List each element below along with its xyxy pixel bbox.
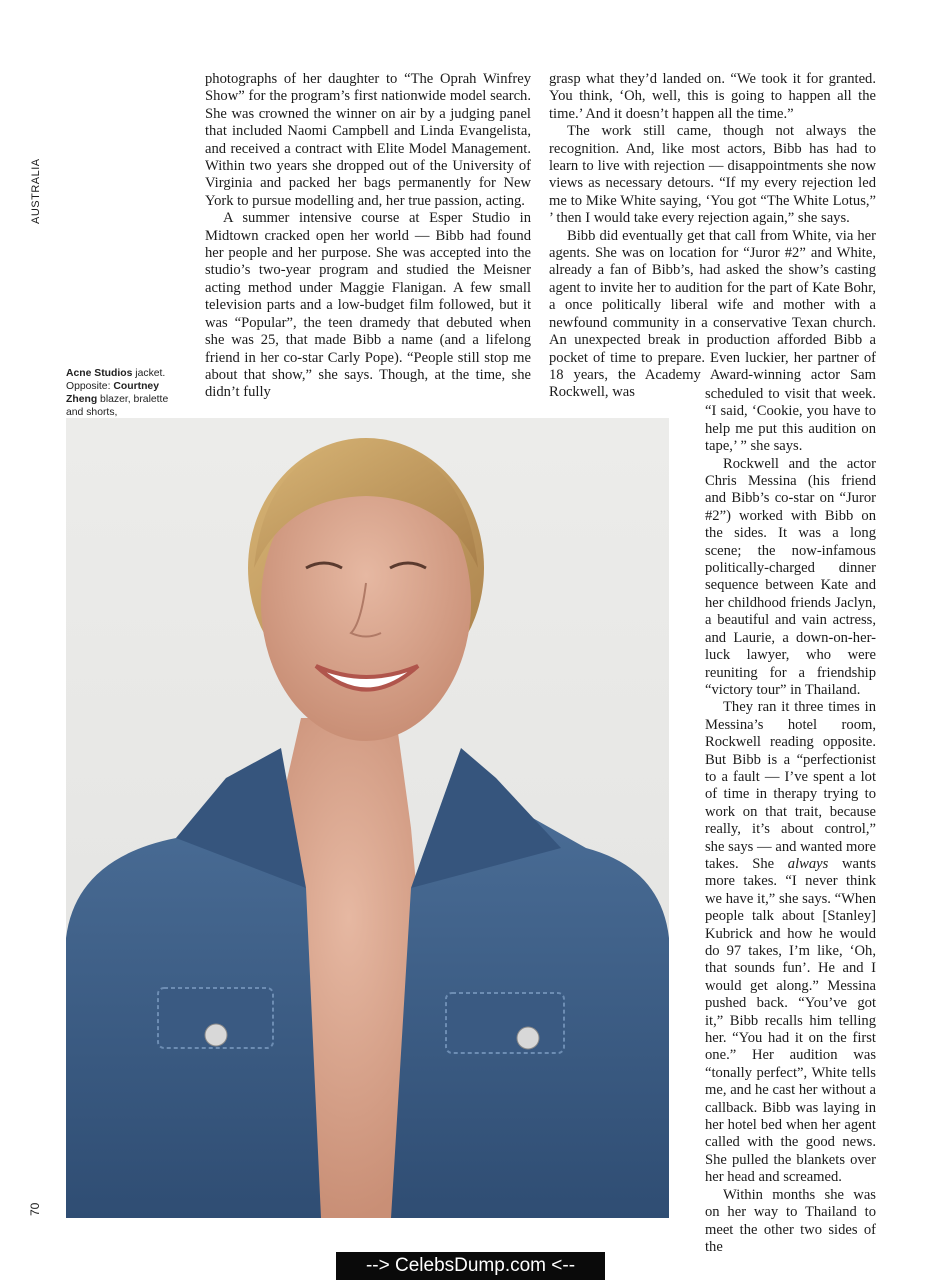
jacket-button-left: [205, 1024, 227, 1046]
paragraph: Within months she was on her way to Thailand to meet the other two sides of the: [705, 1186, 876, 1255]
paragraph: Rockwell and the actor Chris Messina (his friend and Bibb’s co-star on “Juror #2”) worked with Bibb on the sides. It was a long scene; the now-infamous politically-charged dinner sequence between Kate and her childhood friends Jaclyn, a beautiful and vain actress, and Laurie, a down-on-her-luck lawyer, who were reuniting for a friendship “victory tour” in Thailand.: [705, 455, 876, 698]
caption-brand: Courtney Zheng: [66, 381, 159, 405]
paragraph: scheduled to visit that week. “I said, ‘Cookie, you have to help me put this audition on tape,’ ” she says.: [705, 386, 876, 455]
paragraph: [705, 699, 876, 1186]
watermark-text: --> CelebsDump.com <--: [365, 1255, 576, 1276]
paragraph: The work still came, though not always the recognition. And, like most actors, Bibb has had to learn to live with rejection — disappointments she now views as necessary detours. “If my every rejection led me to Mike White saying, ‘You got “The White Lotus,” ’ then I would take every rejection again,” she says.: [549, 123, 876, 227]
jacket-button-right: [517, 1027, 539, 1049]
paragraph-text: They ran it three times in Messina’s hotel room, Rockwell reading opposite. But Bibb is a “perfectionist to a fault — I’ve spent a lot of time in therapy trying to work on that trait, because really, it’s about control,” she says — and wanted more takes. She: [705, 699, 876, 872]
section-label-text: AUSTRALIA: [30, 158, 42, 224]
paragraph-text: wants more takes. “I never think we have it,” she says. “When people talk about [Stanley] Kubrick and how he would do 97 takes, I’m like, ‘Oh, that sounds fun’. He and I would get along.” Messina pushed back. “You’ve got it,” Bibb recalls him telling her. “You had it on the first one.” Her audition was “tonally perfect”, White tells me, and he cast her without a callback. Bibb was laying in her hotel bed when her agent called with the good news. She pulled the blankets over her head and screamed.: [705, 855, 876, 1186]
caption-text: blazer, bralette and shorts,: [66, 394, 169, 418]
paragraph: grasp what they’d landed on. “We took it for granted. You think, ‘Oh, well, this is going to happen all the time.’ And it doesn’t happen all the time.”: [549, 71, 876, 122]
portrait-illustration: [66, 418, 669, 1218]
article-column-right: [549, 71, 876, 402]
page-number: [26, 1198, 42, 1222]
article-column-narrow: [705, 386, 876, 1256]
emphasis-text: always: [787, 855, 829, 872]
paragraph: A summer intensive course at Esper Studio in Midtown cracked open her world — Bibb had found her people and her purpose. She was accepted into the studio’s two-year program and studied the Meisner acting method under Maggie Flanigan. A few small television parts and a low-budget film followed, but it was “Popular”, the teen dramedy that debuted when she was 25, that made Bibb a name (and a lifelong friend in her co-star Carly Pope). “People still stop me about that show,” she says. Though, at the time, she didn’t fully: [205, 210, 531, 401]
page-number-text: 70: [28, 1202, 42, 1216]
caption-brand: Acne Studios: [66, 368, 133, 379]
portrait-photo: [66, 418, 669, 1218]
section-label: [28, 160, 44, 230]
caption-text: jacket. Opposite:: [66, 368, 166, 392]
watermark-banner: [336, 1252, 605, 1280]
paragraph: photographs of her daughter to “The Oprah Winfrey Show” for the program’s first nationwide model search. She was crowned the winner on air by a judging panel that included Naomi Campbell and Linda Evangelista, and received a contract with Elite Model Management. Within two years she dropped out of the University of Virginia and packed her bags permanently for New York to pursue modelling and, her true passion, acting.: [205, 71, 531, 209]
article-column-left: [205, 71, 531, 402]
paragraph: Bibb did eventually get that call from White, via her agents. She was on location for “Juror #2” and White, already a fan of Bibb’s, had asked the show’s casting agent to invite her to audition for the part of Kate Bohr, a once politically liberal wife and mother with a newfound community in a conservative Texan church. An unexpected break in production afforded Bibb a pocket of time to prepare. Even luckier, her partner of 18 years, the Academy Award-winning actor Sam Rockwell, was: [549, 227, 876, 401]
jacket-pocket-right: [446, 993, 564, 1053]
